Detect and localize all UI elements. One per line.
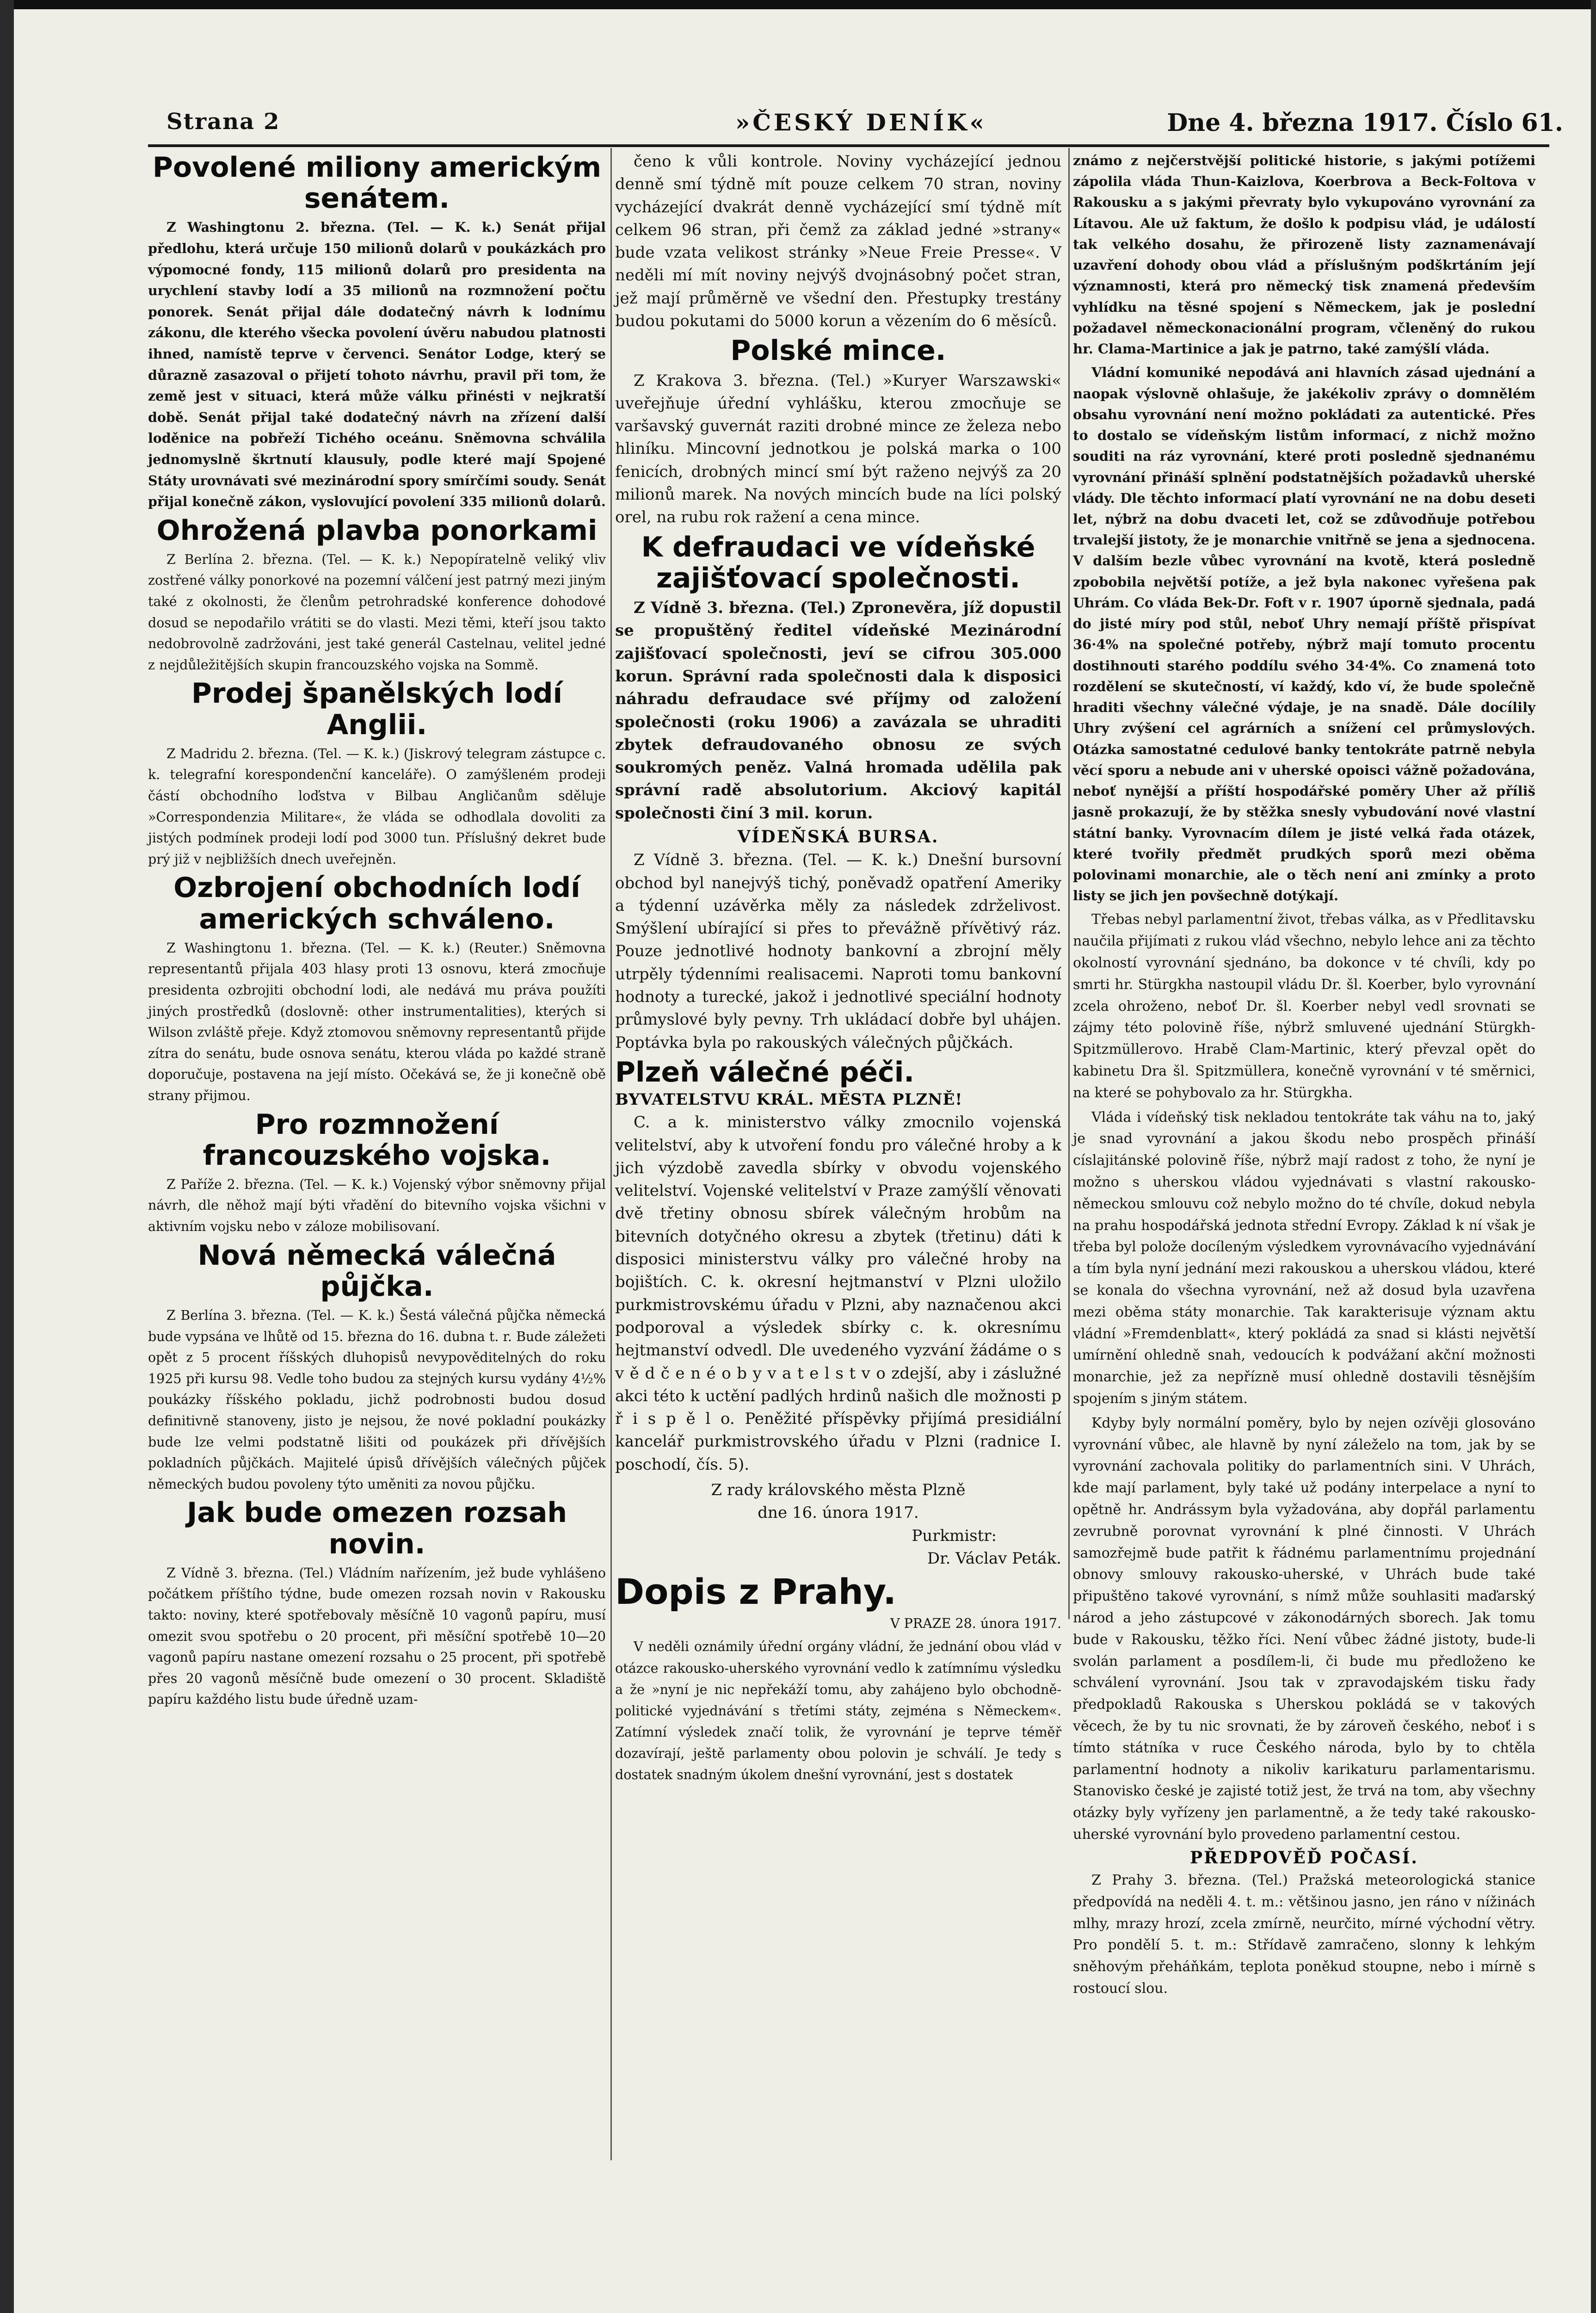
- article-text: Z Prahy 3. března. (Tel.) Pražská meteorologická stanice předpovídá na neděli 4. t. m.: většinou jasno, jen ráno v nížinách mlhy, mrazy hrozí, zcela zmírně, neurčito, mírné východní větry. Pro pondělí 5. t. m.: Střídavě zamračeno, slonny k lehkým sněhovým přeháňkám, teplota poněkud stoupne, nebo i mírně s rostoucí slou.: [1073, 1872, 1535, 1997]
- article-text: Z Berlína 3. března. (Tel. — K. k.) Šestá válečná půjčka německá bude vypsána ve lhůtě od 15. března do 16. dubna t. r. Bude záležeti opět z 5 procent říšských dluhopisů nevypověditelných do roku 1925 při kursu 98. Vedle toho budou za stejných kursu vydány 4½% poukázky říšského pokladu, jichž podrobnosti budou dosud definitivně stanoveny, jisto je nejsou, že nové pokladní poukázky bude lze velmi podstatně lišiti od poukázek při dřívějších pokladních půjčkách. Majitelé úpisů dřívějších válečných půjček německých budou povoleny týto uměniti za novou půjčku.: [148, 1308, 606, 1492]
- newspaper-title: »ČESKÝ DENÍK«: [735, 109, 987, 136]
- article-title: Pro rozmnožení francouzského vojska.: [203, 1108, 551, 1172]
- article-title: VÍDEŇSKÁ BURSA.: [737, 827, 939, 847]
- column-divider: [610, 148, 612, 2160]
- signature-line: Dr. Václav Peták.: [927, 1549, 1061, 1568]
- newspaper-page: [14, 9, 1591, 2313]
- article-title: Ozbrojení obchodních lodí amerických schváleno.: [173, 872, 580, 935]
- article-subtitle: BYVATELSTVU KRÁL. MĚSTA PLZNĚ!: [615, 1090, 963, 1109]
- signature-line: Z rady královského města Plzně: [711, 1480, 966, 1499]
- article-title: PŘEDPOVĚĎ POČASÍ.: [1190, 1848, 1418, 1868]
- article-text: čeno k vůli kontrole. Noviny vycházející jednou denně smí týdně mít pouze celkem 70 stran, noviny vycházející dvakrát denně vycházející smí týdně mít celkem 96 stran, při čemž za základ jedné »strany« bude vzata velikost stránky »Neue Freie Presse«. V neděli mí mít noviny nejvýš dvojnásobný počet stran, jež mají průměrně ve všední den. Přestupky trestány budou pokutami do 5000 korun a vězením do 6 měsíců.: [615, 152, 1061, 331]
- article-text: Vládní komuniké nepodává ani hlavních zásad ujednání a naopak výslovně ohlašuje, že jakékoliv zprávy o domnělém obsahu vyrovnání není možno pokládati za autentické. Přes to dostalo se vídeňským listům informací, z nichž možno souditi na ráz vyrovnání, které proti posledně sjednanému vyrovnání přináší splnění podstatnějších požadavků uherské vlády. Dle těchto informací platí vyrovnání ne na dobu deseti let, nýbrž na dobu dvaceti let, což se zdůvodňuje potřebou trvalejší jistoty, že je monarchie vnitřně se jena a sjednocena. V dalším bezle vůbec vyrovnání na kvotě, která posledně zpobobila největší potíže, a jež byla nakonec vyřešena pak Uhrám. Co vláda Bek-Dr. Foft v r. 1907 úporně sjednala, padá do jisté míry pod stůl, neboť Uhry nemají příště přispívat 36·4% na společné potřeby, nýbrž mají tomuto procentu dostihnouti starého poddílu svého 34·4%. Co znamená toto rozdělení se skutečností, ví každý, kdo ví, že bude společně hraditi všechny válečné výdaje, je na snadě. Dále docílily Uhry zvýšení cel agrárních a snížení cel průmyslových. Otázka samostatné cedulové banky tentokráte patrně nebyla věcí sporu a nebude ani v uherské opoisci vážně požadována, neboť nynější a příští hospodářské poměry Uher až příliš jasně prokazují, že by stěžka snesly vybudování nové vlastní státní banky. Vyrovnacím dílem je jisté velká řada otázek, které tvořily předmět prudkých sporů mezi oběma polovinami monarchie, ale o těch není ani zmínky a proto listy se jich jen povšechně dotýkají.: [1073, 365, 1535, 904]
- article-text: Z Vídně 3. března. (Tel.) Vládním nařízením, jež bude vyhlášeno počátkem příštího týdne, bude omezen rozsah novin v Rakousku takto: noviny, které spotřebovaly měsíčně 10 vagonů papíru, musí omezit svou spotřebu o 20 procent, při měsíční spotřebě 10—20 vagonů papíru nastane omezení rozsahu o 25 procent, při spotřebě přes 20 vagonů měsíčně bude omezení o 30 procent. Skladiště papíru každého listu bude úředně uzam-: [148, 1565, 606, 1707]
- article-text: Vláda i vídeňský tisk nekladou tentokráte tak váhu na to, jaký je snad vyrovnání a jakou škodu nebo prospěch přináší císlajitánské polovině říše, nýbrž mají radost z toho, že nyní je možno s uherskou vládou vyjednávati s vlastní rakousko-německou smlouvu což nebylo možno do té chvíle, dokud nebyla na prahu hospodářská jednota střední Evropy. Základ k ní však je třeba byl polože docíleným výsledkem vyrovnávacího vyjednávání a tím byla nyní jednání mezi rakouskou a uherskou vládou, které se konala do všechna vyrovnání, než až dosud byla uzavřena mezi oběma státy monarchie. Tak karakterisuje význam aktu vládní »Fremdenblatt«, který pokládá za snad si klásti největší umírnění ohledně snah, vedoucích k podvážaní akční možnosti monarchie, jež za nepřízně musí ohledně dostavili těsnějším spojením s jiným státem.: [1073, 1109, 1535, 1407]
- article-text: Třebas nebyl parlamentní život, třebas válka, as v Předlitavsku naučila přijímati z rukou vlád všechno, nebylo lehce ani za těchto okolností vyrovnání sjednáno, ba dokonce v té chvíli, kdy po smrti hr. Stürgkha nastoupil vládu Dr. šl. Koerber, bylo vyrovnání zcela ohroženo, neboť Dr. šl. Koerber nebyl vedl srovnati se zájmy této polovině říše, nýbrž smluvené ujednání Stürgkh-Spitzmüllerovo. Hrabě Clam-Martinic, který převzal opět do kabinetu Dra šl. Spitzmüllera, konečně vyrovnání v té směrnici, na které se pohybovalo za hr. Stürgkha.: [1073, 911, 1535, 1101]
- column-divider: [1068, 148, 1070, 1619]
- column-1: [148, 150, 606, 1713]
- article-title: Nová německá válečná půjčka.: [197, 1239, 556, 1303]
- dateline: V PRAZE 28. února 1917.: [890, 1616, 1061, 1632]
- signature-line: dne 16. února 1917.: [758, 1503, 919, 1522]
- article-text: Kdyby byly normální poměry, bylo by nejen ozívěji glosováno vyrovnání vůbec, ale hlavně by nyní záleželo na tom, jak by se vyrovnání zachovala politiky do parlamentních sini. V Uhrách, kde mají parlament, byly také už podány interpelace a nyní to opětně hr. Andrássym byla vyžadována, aby dopřál parlamentu zevrubně porovnat vyrovnání k plné činnosti. V Uhrách samozřejmě bude patřit k řádnému parlamentnímu projednání obnovy smlouvy rakousko-uherské, v Uhrách bude také připuštěno takové vyrovnání, s nímž může souhlasiti maďarský národ a jeho zástupcové v zákonodárných sborech. Jak tomu bude v Rakousku, těžko říci. Není vůbec žádné jistoty, bude-li svolán parlament a posdílem-li, či bude mu předloženo ke schválení vyrovnání. Jsou tak v zpravodajském tisku řady předpokladů Rakouska s Uherskou pokládá se v takových věcech, že by tu nic srovnati, že by zároveň českého, neboť i s tímto státníka v ruce Českého národa, bylo by to chtěla parlamentní hodnoty a nikoliv karikaturu parlamentarismu. Stanovisko české je zajisté totiž jest, že trvá na tom, aby všechny otázky byly vyřízeny jen parlamentně, a že tedy také rakousko-uherské vyrovnání bylo provedeno parlamentní cestou.: [1073, 1415, 1535, 1843]
- issue-date: Dne 4. března 1917. Číslo 61.: [1167, 109, 1563, 137]
- article-title: Polské mince.: [730, 334, 946, 367]
- article-text: Z Paříže 2. března. (Tel. — K. k.) Vojenský výbor sněmovny přijal návrh, dle něhož mají býti vřadění do bitevního vojska všichni v aktivním vojsku nebo v záloze mobilisovaní.: [148, 1176, 606, 1235]
- article-title: Povolené miliony americkým senátem.: [152, 151, 602, 215]
- signature-line: Purkmistr:: [912, 1526, 997, 1545]
- column-2: [615, 150, 1061, 1789]
- article-text: Z Washingtonu 2. března. (Tel. — K. k.) Senát přijal předlohu, která určuje 150 milionů dolarů v poukázkách pro výpomocné fondy, 115 milionů dolarů pro presidenta na urychlení stavby lodí a 35 milionů na rozmnožení počtu ponorek. Senát přijal dále dodatečný návrh k lodnímu zákonu, dle kterého všecka povolení úvěru nabudou platnosti ihned, namístě teprve v červenci. Senátor Lodge, který se důrazně zasazoval o přijetí tohoto návrhu, pravil při tom, že země jest v situaci, která může válku přinésti v nejkratší době. Senát přijal také dodatečný návrh na zřízení další loděnice na pobřeží Tichého oceánu. Sněmovna schválila jednomyslně škrtnutí klausuly, podle které mají Spojené Státy urovnávati své mezinárodní spory smírčími soudy. Senát přijal konečně zákon, vyslovující povolení 335 milionů dolarů.: [148, 219, 606, 510]
- article-title: Prodej španělských lodí Anglii.: [191, 677, 563, 741]
- article-text: V neděli oznámily úřední orgány vládní, že jednání obou vlád v otázce rakousko-uherského vyrovnání vedlo k zatímnímu výsledku a že »nyní je nic nepřekáží tomu, aby zahájeno bylo obchodně-politické vyjednávání s třetími státy, zejména s Německem«. Zatímní výsledek značí tolik, že vyrovnání je teprve téměř dozavírají, ještě parlamenty obou polovin je schválí. Je tedy s dostatek snadným úkolem dnešní vyrovnání, jest s dostatek: [615, 1639, 1061, 1783]
- article-title: Dopis z Prahy.: [615, 1571, 897, 1613]
- article-text: známo z nejčerstvější politické historie, s jakými potížemi zápolila vláda Thun-Kaizlova, Koerbrova a Beck-Foltova v Rakousku a s jakými převraty bylo vykupováno vyrovnání za Lítavou. Ale už faktum, že došlo k podpisu vlád, je událostí tak velkého dosahu, že přirozeně listy zaznamenávají uzavření dohody obou vlád a příslušným podškrtáním její významnosti, která pro německý tisk znamená především vyhlídku na těsné spojení s Německem, jak je poslední požadavel německonacionální program, včleněný do rukou hr. Clama-Martinice a jak je patrno, také zamýšlí vláda.: [1073, 153, 1535, 357]
- article-text: Z Vídně 3. března. (Tel.) Zpronevěra, jíž dopustil se propuštěný ředitel vídeňské Mezinárodní zajišťovací společnosti, jeví se cifrou 305.000 korun. Správní rada společnosti dala k disposici náhradu defraudace své příjmy od založení společnosti (roku 1906) a zavázala se uhraditi zbytek defraudovaného obnosu ze svých soukromých peněz. Valná hromada udělila pak správní radě absolutorium. Akciový kapitál společnosti činí 3 mil. korun.: [615, 599, 1061, 823]
- page-header: [166, 109, 1563, 141]
- article-text: Z Berlína 2. března. (Tel. — K. k.) Nepopíratelně veliký vliv zostřené války ponorkové na pozemní válčení jest patrný mezi jiným také z okolnosti, že členům petrohradské konference dohodové dosud se nepodařilo vrátiti se do vlasti. Mezi těmi, kteří jsou takto nedobrovolně zadržováni, jest také generál Castelnau, velitel jedné z nejdůležitějších skupin francouzského vojska na Sommě.: [148, 551, 606, 673]
- article-title: K defraudaci ve vídeňské zajišťovací společnosti.: [641, 531, 1035, 594]
- article-text: Z Vídně 3. března. (Tel. — K. k.) Dnešní bursovní obchod byl nanejvýš tichý, poněvadž opatření Ameriky a týdenní uzávěrka měly za následek zdrželivost. Smýšlení ubírající si přes to převážně přívětivý ráz. Pouze jednotlivé hodnoty bankovní a zbrojní měly utrpěly týdenními realisacemi. Naproti tomu bankovní hodnoty a turecké, jakož i jednotlivé speciální hodnoty průmyslové byly pevny. Trh ukládací dobře byl uhájen. Poptávka byla po rakouských válečných půjčkách.: [615, 851, 1061, 1052]
- article-title: Plzeň válečné péči.: [615, 1056, 915, 1088]
- column-3: [1073, 150, 1535, 2003]
- article-title: Jak bude omezen rozsah novin.: [186, 1497, 567, 1560]
- article-text: Z Krakova 3. března. (Tel.) »Kuryer Warszawski« uveřejňuje úřední vyhlášku, kterou zmocňuje se varšavský guvernát raziti drobné mince ze železa nebo hliníku. Mincovní jednotkou je polská marka o 100 fenicích, drobných mincí smí být raženo nejvýš za 20 milionů marek. Na nových mincích bude na líci polský orel, na rubu rok ražení a cena mince.: [615, 371, 1061, 527]
- header-rule: [148, 144, 1549, 147]
- scan-border: [1591, 0, 1596, 2313]
- article-text: Z Madridu 2. března. (Tel. — K. k.) (Jiskrový telegram zástupce c. k. telegrafní korespondenční kanceláře). O zamýšleném prodeji částí obchodního loďstva v Bilbau Angličanům sděluje »Correspondenzia Militare«, že vláda se odhodlala dovoliti za jistých podmínek prodeji lodí pod 3000 tun. Příslušný dekret bude prý již v nejbližších dnech uveřejněn.: [148, 746, 606, 867]
- scan-border: [0, 0, 14, 2313]
- article-text: C. a k. ministerstvo války zmocnilo vojenská velitelství, aby k utvoření fondu pro válečné hroby a k jich výzdobě zavedla sbírky v obvodu vojenského velitelství. Vojenské velitelství v Praze zamýšlí věnovati dvě třetiny obnosu sbírek válečným hrobům na bitevních dotyčného okresu a zbytek (třetinu) dáti k disposici ministerstvu války pro válečné hroby na bojištích. C. k. okresní hejtmanství v Plzni uložilo purkmistrovskému úřadu v Plzni, aby naznačenou akci podporoval a výsledek sbírky c. k. okresnímu hejtmanství odvedl. Dle uvedeného vyzvání žádáme o s v ě d č e n é o b y v a t e l s t v o zdejší, aby i záslužné akci této k uctění padlých hrdinů našich dle možnosti p ř i s p ě l o. Peněžité příspěvky přijímá presidiální kancelář purkmistrovského úřadu v Plzni (radnice I. poschodí, čís. 5).: [615, 1113, 1061, 1474]
- article-title: Ohrožená plavba ponorkami: [156, 514, 598, 547]
- article-text: Z Washingtonu 1. března. (Tel. — K. k.) (Reuter.) Sněmovna representantů přijala 403 hlasy proti 13 osnovu, která zmocňuje presidenta ozbrojiti obchodní lodi, ale nedává mu práva použíti jiných prostředků (doslovně: other instrumentalities), kterých si Wilson zvláště přeje. Když ztomovou sněmovny representantů přijde zítra do senátu, bude osnova senátu, kterou vláda po každé straně doporučuje, postavena na její místo. Očekává se, že ji konečně obě strany přijmou.: [148, 940, 606, 1103]
- page-number: Strana 2: [166, 109, 280, 135]
